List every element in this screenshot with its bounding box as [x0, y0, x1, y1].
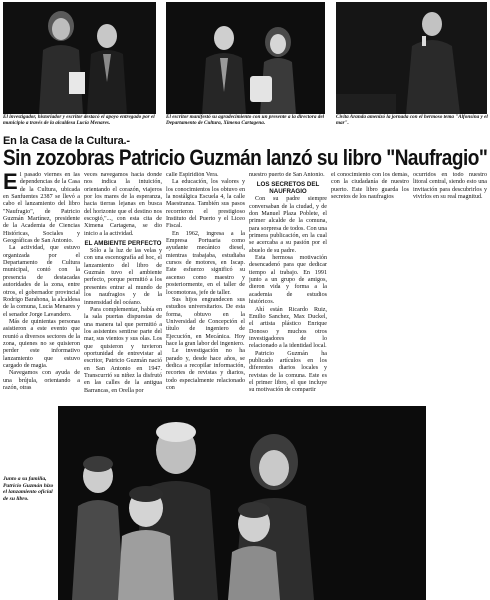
photo-singer — [336, 2, 487, 114]
column-4-paragraph-4: Ahí están Ricardo Ruiz, Emilio Sanchez, Max Duckel, el artista plástico Enrique Donoso y muchos otros investigadores de lo relacionado a la identidad local. — [249, 306, 327, 350]
column-1-lead: l pasado viernes en las dependencias de la Casa de la Cultura, ubicada en Sanfuentes 2387 se llevó a cabo el lanzamiento del libro "Naufragio", de Patricio Guzmán Martínez, presidente de la Academia de Ciencias Históricas, Sociales y Geográficas de San Antonio. — [3, 172, 80, 245]
column-3-paragraph-3: En 1962, ingresa a la Empresa Portuaria como ayudante mecánico diesel, mientras trabajaba, estudiaba cursos de motores, en Iscap. Este esfuerzo significó su ascenso como maestro y posteriormente, en el taller de locomotoras, jefe de taller. — [166, 230, 245, 296]
column-1-paragraph-4: Navegamos con ayuda de una brújula, orientando a razón, otras — [3, 370, 80, 391]
column-4-paragraph-2: Con su padre siempre conversaban de la ciudad, y de don Manuel Plaza Poblete, el primer alcalde de la comuna, para sorpresa de todos. Con una primera publicación, en la cual se acercaba a su pasión por el abuelo de su padre. — [249, 196, 327, 254]
column-2-paragraph-1: veces navegamos hacia donde nos indica la intuición, orientando el corazón, viajeros por los mares de la esperanza, hacia tierras lejanas en busca del horizonte que el destino nos escogió,"..., con esta cita de Ximena Cartagena, se dio inicio a la actividad. — [84, 172, 162, 237]
column-3-paragraph-1: calle Espiridión Vera. — [166, 172, 219, 178]
caption-photo-3: Civita Aranda amenizó la jornada con el hermoso tema "Alfonsina y el mar". — [336, 114, 488, 126]
caption-photo-4: Junto a su familia, Patricio Guzmán hizo el lanzamiento oficial de su libro. — [3, 476, 54, 502]
column-2-paragraph-2: Sólo a la luz de las velas y con una escenografía ad hoc, el lanzamiento del libro de Guzmán tuvo el ambiente perfecto, porque permitió a los presentes entrar al mundo de los naufragios y de la inmensidad del océano. — [84, 248, 162, 306]
column-3-paragraph-5: Le investigación no ha parado y, desde hace años, se dedica a recopilar información, recortes de revistas y diarios, todo especialmente relacionado con — [166, 348, 245, 391]
photo-singer-image — [336, 2, 487, 114]
article-column-5 — [331, 172, 409, 262]
kicker: En la Casa de la Cultura.- — [3, 135, 130, 147]
drop-cap: E — [3, 172, 18, 194]
headline: Sin zozobras Patricio Guzmán lanzó su libro "Naufragio" — [3, 145, 488, 170]
column-2-paragraph-3: Para complementar, había en la sala puertas dispuestas de una manera tal que permitió a los asistentes sentirse parte del mar, sus vientos y sus olas. Los que quisieron y tuvieron oportunidad de entrevistar al escritor, Patricio Guzmán nació en San Antonio en 1947. Transcurrió su niñez la disfrutó en las calles de la antigua Barrancas, en Orella por — [84, 306, 162, 394]
column-5-paragraph-1: el conocimiento con los demás, con la ciudadanía de nuestro puerto. Este libro guarda los secretos de los naufragios — [331, 172, 409, 201]
photo-author-speaking-image — [3, 2, 156, 114]
article-column-6 — [413, 172, 487, 262]
article-column-3 — [166, 172, 245, 400]
article-column-4 — [249, 172, 327, 400]
caption-photo-1: El investigador, historiador y escritor destacó el apoyo entregado por el municipio a través de la alcaldesa Lucía Menares. — [3, 114, 155, 126]
column-3-paragraph-4: Sus hijos engrandecen sus estudios universitarios. De esta forma, obtuvo en la Universidad de Concepción el título de ingeniero de Ejecución, en Mecánica. Hoy hace la gran labor del ingeniero. — [166, 296, 245, 347]
column-3-paragraph-2: La educación, los valores y los conocimientos los obtuvo en la nostálgica Escuela 4, la calle Maestranza. También sus pasos recorrieron el prestigioso Instituto del Puerto y el Liceo Fiscal. — [166, 179, 245, 230]
subheading-ambiente: EL AMBIENTE PERFECTO — [84, 240, 162, 248]
subheading-secretos: LOS SECRETOS DEL NAUFRAGIO — [256, 181, 320, 196]
article-column-2 — [84, 172, 162, 400]
photo-family — [58, 406, 426, 600]
caption-photo-2: El escritor manifestó su agradecimiento con un presente a la directora del Departamento de Cultura, Ximena Cartagena. — [166, 114, 325, 126]
photo-author-speaking — [3, 2, 156, 114]
column-4-paragraph-5: Patricio Guzmán ha publicado artículos en los diferentes diarios locales y revistas de la comuna. Este es el primer libro, el que incluye su motivación de compartir — [249, 350, 327, 394]
column-4-paragraph-1: nuestro puerto de San Antonio. — [249, 172, 325, 178]
column-6-paragraph-1: ocurridos en todo nuestro litoral central, siendo esto una invitación para descubrirlos y vivirlos en su real magnitud. — [413, 172, 487, 201]
column-1-paragraph-3: Más de quinientas personas asistieron a este evento que reunió a diversos sectores de la zona, quienes no se quisieron perder este informativo lanzamiento que estuvo cargado de magia. — [3, 318, 80, 369]
column-4-paragraph-3: Esta hermosa motivación desencadenó para que dedicar tiempo al trabajo. En 1991 junto a un grupo de amigos, dieron vida y forma a la academia de estudios históricos. — [249, 255, 327, 306]
column-1-paragraph-2: La actividad, que estuvo organizada por el Departamento de Cultura municipal, contó con la presencia de destacadas autoridades de la zona, entre otros, el gobernador provincial Rodrigo Barahona, la alcaldesa de la comuna, Lucía Menares y el senador Jorge Lavandero. — [3, 245, 80, 318]
photo-gift-presentation-image — [166, 2, 325, 114]
photo-gift-presentation — [166, 2, 325, 114]
photo-family-image — [58, 406, 426, 600]
article-column-1 — [3, 172, 80, 400]
